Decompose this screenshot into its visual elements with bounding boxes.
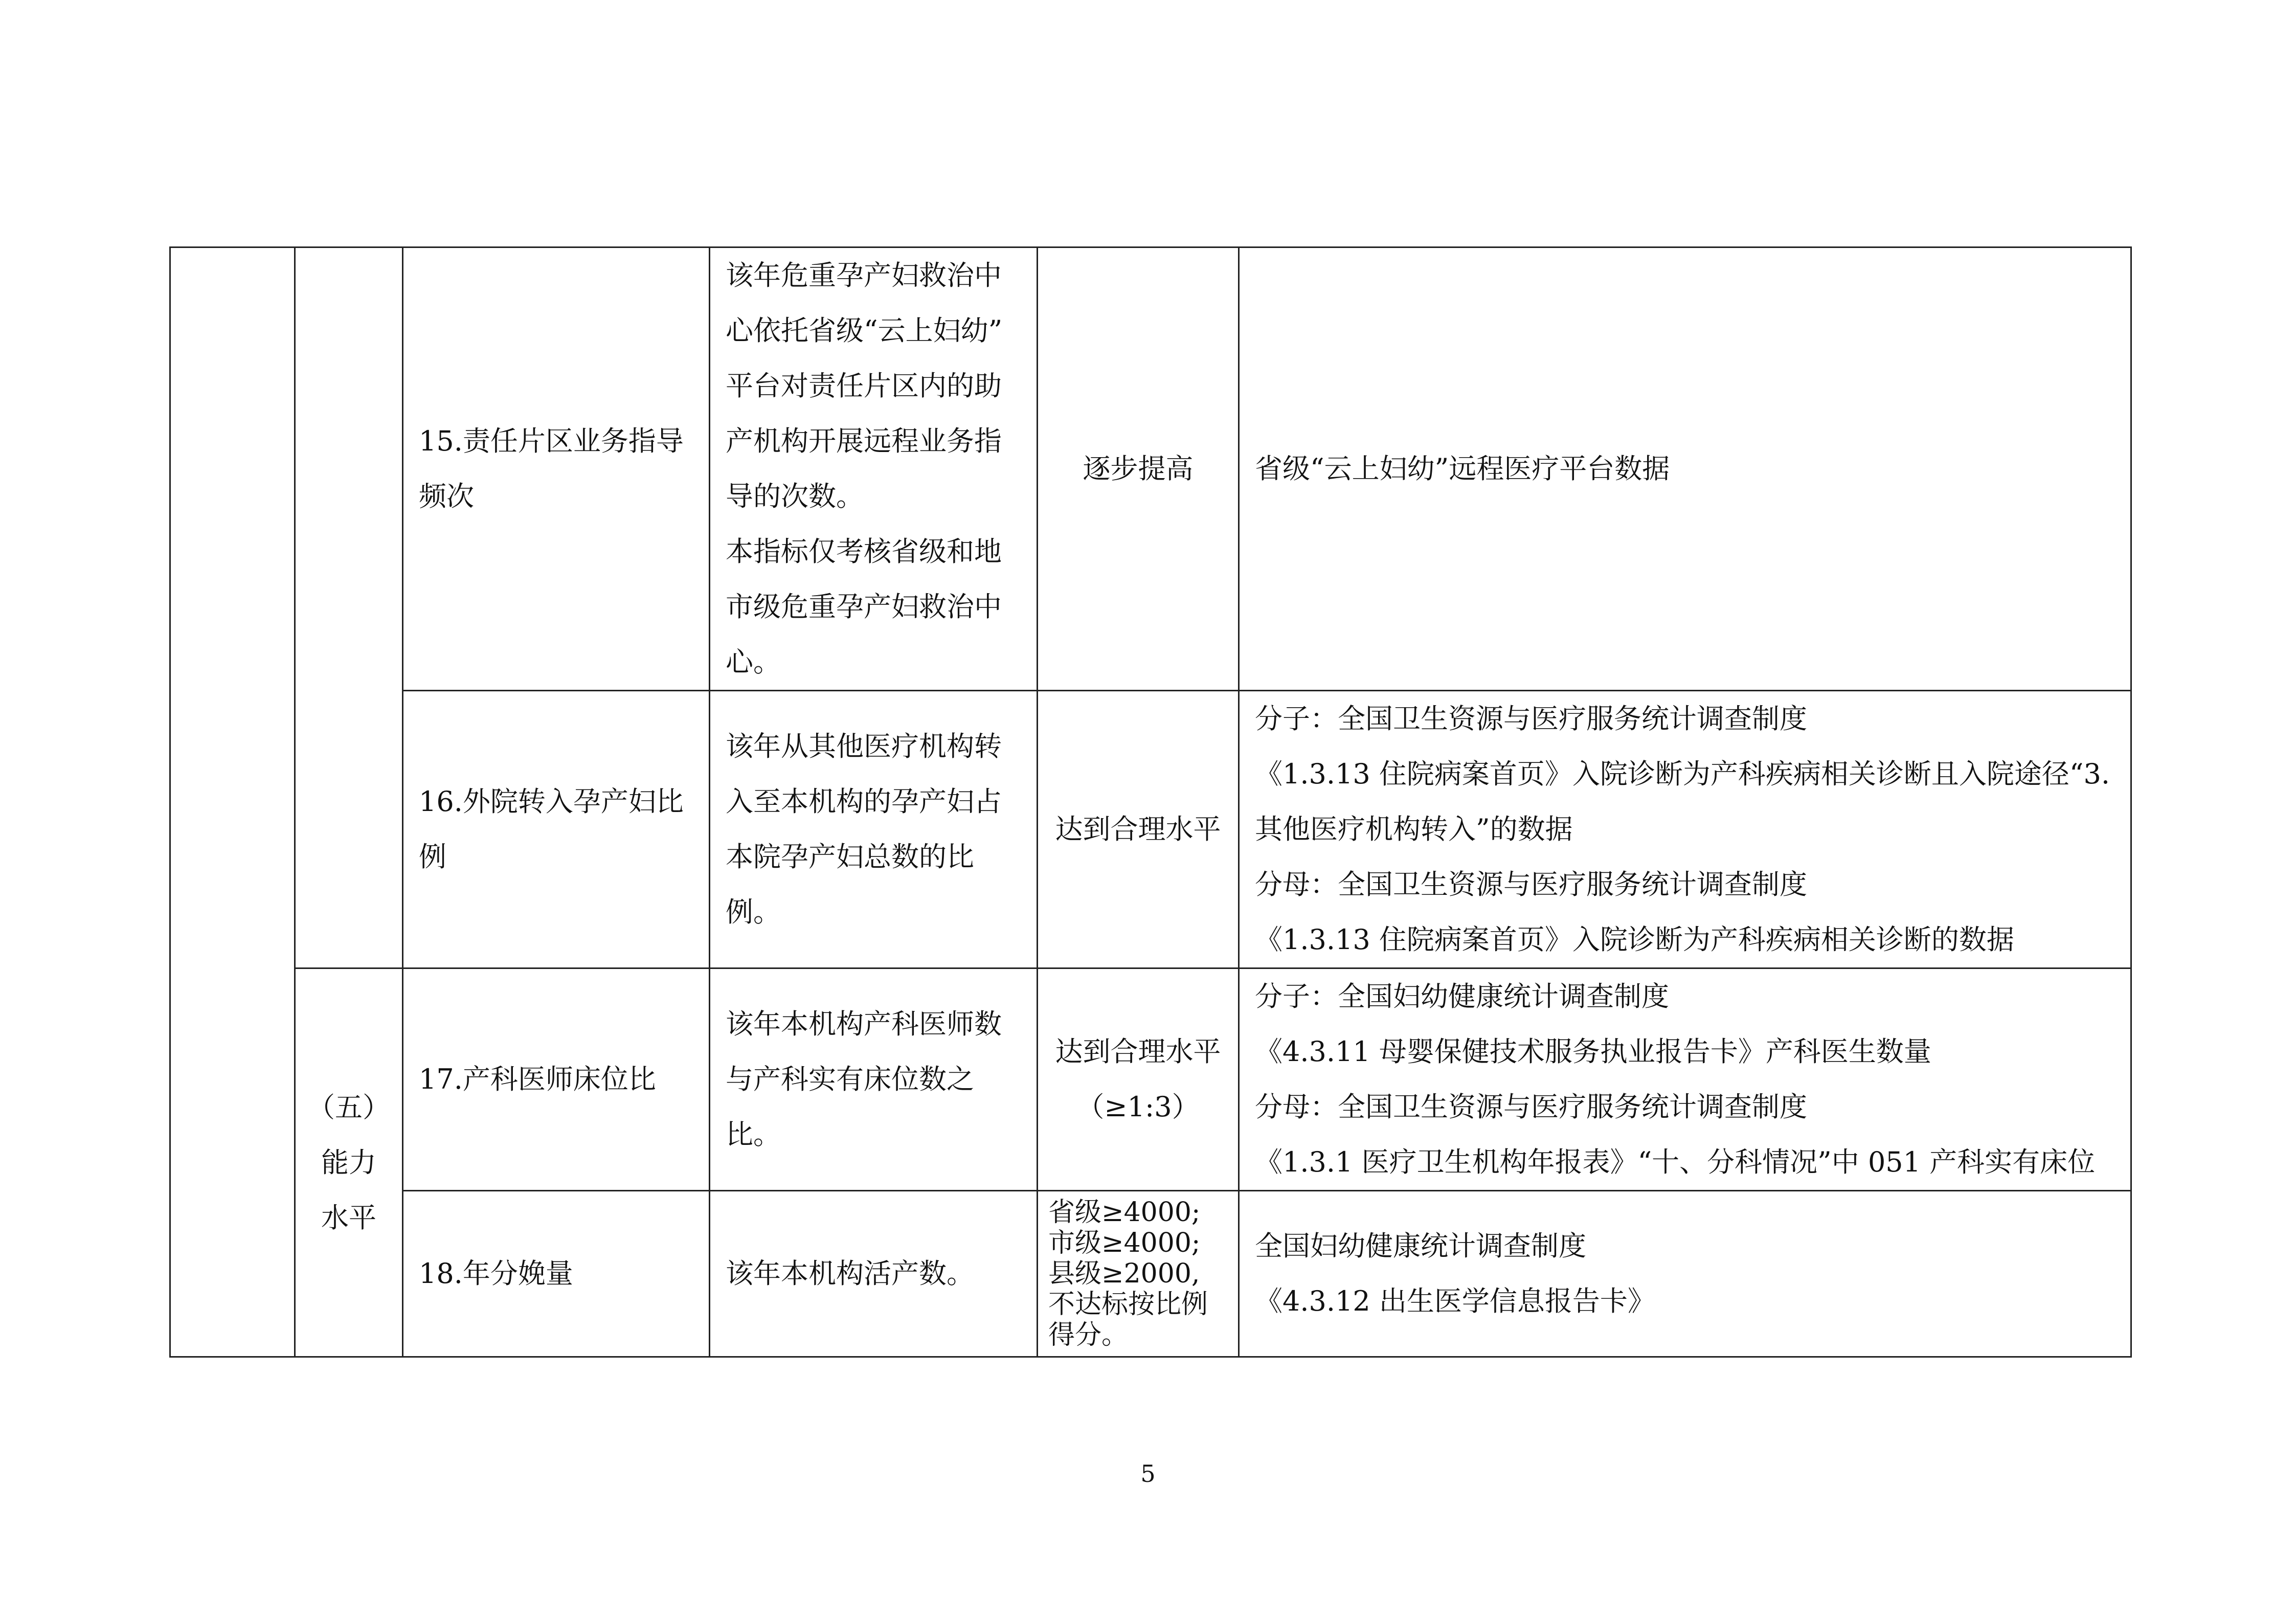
indicator-line: 16.外院转入孕产妇比 xyxy=(419,785,684,818)
indicator-cell xyxy=(403,1191,710,1357)
source-line: 《1.3.13 住院病案首页》入院诊断为产科疾病相关诊断的数据 xyxy=(1255,923,2014,956)
definition-line: 心依托省级“云上妇幼” xyxy=(726,314,1003,347)
definition-line: 心。 xyxy=(726,646,781,678)
source-line: 分子：全国卫生资源与医疗服务统计调查制度 xyxy=(1255,703,1807,735)
target-cell xyxy=(1038,247,1239,691)
target-line: 县级≥2000, xyxy=(1048,1258,1200,1289)
source-line: 《4.3.11 母婴保健技术服务执业报告卡》产科医生数量 xyxy=(1255,1035,1931,1068)
table-row-17 xyxy=(170,968,2131,1191)
definition-cell xyxy=(710,1191,1038,1357)
target-line: 市级≥4000; xyxy=(1048,1228,1201,1258)
target-cell xyxy=(1038,968,1239,1191)
indicator-line: 例 xyxy=(419,841,446,873)
indicator-line: 频次 xyxy=(419,480,474,512)
definition-cell xyxy=(710,968,1038,1191)
target-value: 达到合理水平 xyxy=(1055,813,1221,845)
target-line: 不达标按比例 xyxy=(1048,1289,1208,1320)
definition-line: 产机构开展远程业务指 xyxy=(726,425,1002,457)
definition-line: 入至本机构的孕产妇占 xyxy=(726,785,1002,818)
source-cell xyxy=(1239,691,2131,968)
definition-line: 与产科实有床位数之 xyxy=(726,1063,974,1095)
table-row-18 xyxy=(170,1191,2131,1357)
source-cell xyxy=(1239,968,2131,1191)
definition-line: 导的次数。 xyxy=(726,480,864,512)
target-value: 逐步提高 xyxy=(1083,453,1194,485)
definition-line: 该年危重孕产妇救治中 xyxy=(726,259,1002,291)
target-cell xyxy=(1038,1191,1239,1357)
indicator-cell xyxy=(403,691,710,968)
indicator-line: 18.年分娩量 xyxy=(419,1257,573,1290)
definition-line: 本院孕产妇总数的比 xyxy=(726,841,974,873)
table-row-16 xyxy=(170,691,2131,968)
definition-line: 该年本机构产科医师数 xyxy=(726,1008,1002,1040)
category-cell xyxy=(295,968,403,1357)
source-line: 《1.3.13 住院病案首页》入院诊断为产科疾病相关诊断且入院途径“3. xyxy=(1255,758,2110,790)
definition-line: 市级危重孕产妇救治中 xyxy=(726,591,1002,623)
target-line: 得分。 xyxy=(1048,1320,1129,1350)
source-line: 分母：全国卫生资源与医疗服务统计调查制度 xyxy=(1255,1091,1807,1123)
definition-line: 平台对责任片区内的助 xyxy=(726,370,1002,402)
source-cell xyxy=(1239,247,2131,691)
indicator-line: 17.产科医师床位比 xyxy=(419,1063,656,1095)
indicator-line: 15.责任片区业务指导 xyxy=(419,425,684,457)
definition-line: 例。 xyxy=(726,896,781,928)
source-line: 《4.3.12 出生医学信息报告卡》 xyxy=(1255,1285,1655,1317)
definition-line: 比。 xyxy=(726,1118,781,1151)
target-line: 达到合理水平 xyxy=(1055,1035,1221,1068)
indicator-cell xyxy=(403,968,710,1191)
definition-line: 该年从其他医疗机构转 xyxy=(726,730,1002,762)
source-line: 《1.3.1 医疗卫生机构年报表》“十、分科情况”中 051 产科实有床位 xyxy=(1255,1146,2096,1178)
target-cell xyxy=(1038,691,1239,968)
definition-cell xyxy=(710,247,1038,691)
definition-cell xyxy=(710,691,1038,968)
target-line: 省级≥4000; xyxy=(1048,1197,1201,1228)
definition-line: 本指标仅考核省级和地 xyxy=(726,535,1002,568)
source-line: 分子：全国妇幼健康统计调查制度 xyxy=(1255,980,1669,1012)
category-line: （五） xyxy=(307,1091,390,1123)
source-line: 其他医疗机构转入”的数据 xyxy=(1255,813,1573,845)
source-cell xyxy=(1239,1191,2131,1357)
empty-section-cell xyxy=(170,247,295,1357)
definition-line: 该年本机构活产数。 xyxy=(726,1257,974,1290)
page-number: 5 xyxy=(1140,1460,1156,1487)
indicator-cell xyxy=(403,247,710,691)
target-line: （≥1:3） xyxy=(1076,1091,1200,1123)
source-line: 分母：全国卫生资源与医疗服务统计调查制度 xyxy=(1255,868,1807,900)
source-line: 全国妇幼健康统计调查制度 xyxy=(1255,1230,1586,1262)
source-line: 省级“云上妇幼”远程医疗平台数据 xyxy=(1255,453,1670,485)
category-line: 水平 xyxy=(321,1201,376,1234)
category-line: 能力 xyxy=(321,1146,376,1179)
indicator-table xyxy=(169,246,2132,1358)
table-row-15 xyxy=(170,247,2131,691)
empty-category-cell xyxy=(295,247,403,968)
